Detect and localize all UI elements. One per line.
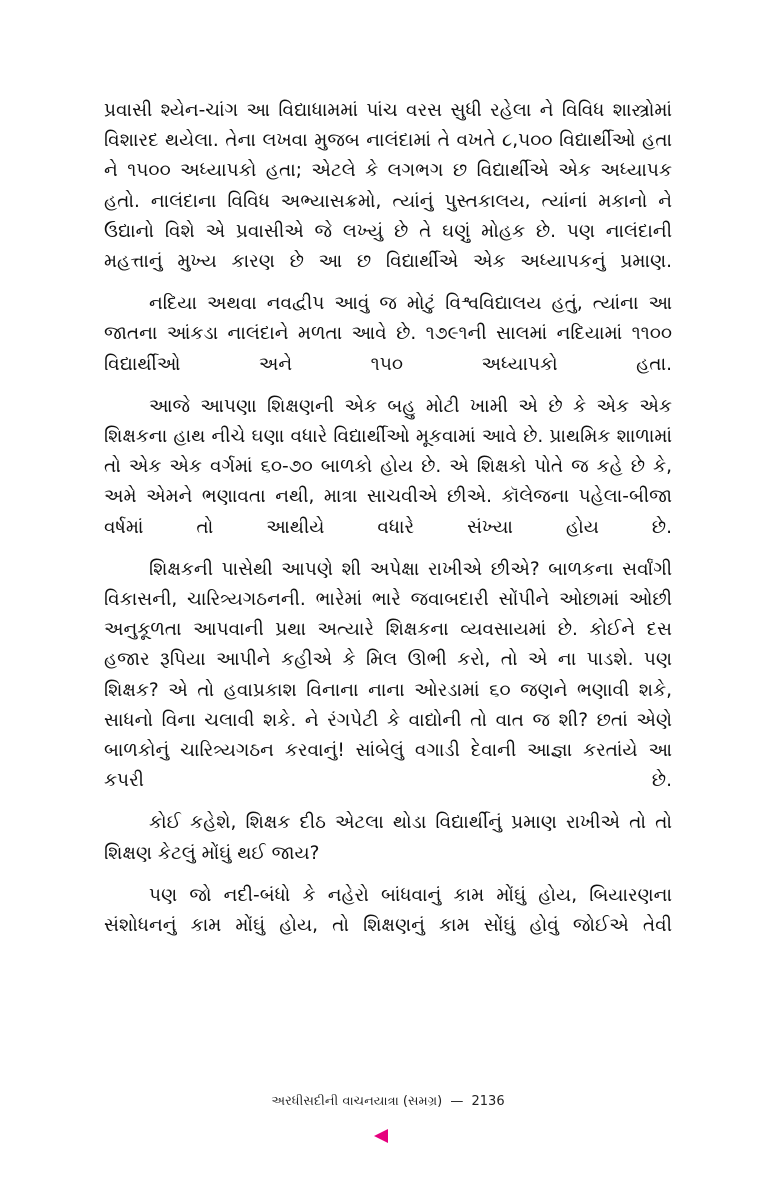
- paragraph-3: આજે આપણા શિક્ષણની એક બહુ મોટી ખામી એ છે કે એક એક શિક્ષકના હાથ નીચે ઘણા વધારે વિદ્યાર્થીઓ મૂકવામાં આવે છે. પ્રાથમિક શાળામાં તો એક એક વર્ગમાં ૬૦-૭૦ બાળકો હોય છે. એ શિક્ષકો પોતે જ કહે છે કે, અમે એમને ભણાવતા નથી, માત્રા સાચવીએ છીએ. કૉલેજના પહેલા-બીજા વર્ષમાં તો આથીયે વધારે સંખ્યા હોય છે.: [104, 395, 672, 538]
- previous-page-triangle-left-icon[interactable]: [374, 1129, 388, 1143]
- page-number: 2136: [471, 1094, 505, 1109]
- page-footer: [0, 1094, 776, 1109]
- paragraph-6: પણ જો નદી-બંધો કે નહેરો બાંધવાનું કામ મોંઘું હોય, બિયારણના સંશોધનનું કામ મોંઘું હોય, તો શિક્ષણનું કામ સોંઘું હોવું જોઈએ તેવી: [104, 884, 672, 937]
- page-body: [104, 96, 672, 953]
- book-title: અરધીસદીની વાચનયાત્રા (સમગ્ર): [271, 1094, 443, 1109]
- paragraph-2: નદિયા અથવા નવદ્વીપ આવું જ મોટું વિશ્વવિદ્યાલય હતું, ત્યાંના આ જાતના આંકડા નાલંદાને મળતા આવે છે. ૧૭૯૧ની સાલમાં નદિયામાં ૧૧૦૦ વિદ્યાર્થીઓ અને ૧૫૦ અધ્યાપકો હતા.: [104, 293, 672, 375]
- paragraph-4: શિક્ષકની પાસેથી આપણે શી અપેક્ષા રાખીએ છીએ? બાળકના સર્વાંગી વિકાસની, ચારિત્ર્યગઠનની. ભારેમાં ભારે જવાબદારી સોંપીને ઓછામાં ઓછી અનુકૂળતા આપવાની પ્રથા અત્યારે શિક્ષકના વ્યવસાયમાં છે. કોઈને દસ હજાર રૂપિયા આપીને કહીએ કે મિલ ઊભી કરો, તો એ ના પાડશે. પણ શિક્ષક? એ તો હવાપ્રકાશ વિનાના નાના ઓરડામાં ૬૦ જણને ભણાવી શકે, સાધનો વિના ચલાવી શકે. ને રંગપેટી કે વાદ્યોની તો વાત જ શી? છતાં એણે બાળકોનું ચારિત્ર્યગઠન કરવાનું! સાંબેલું વગાડી દેવાની આજ્ઞા કરતાંયે આ કપરી છે.: [104, 558, 672, 792]
- footer-separator: —: [450, 1094, 464, 1109]
- paragraph-5: કોઈ કહેશે, શિક્ષક દીઠ એટલા થોડા વિદ્યાર્થીનું પ્રમાણ રાખીએ તો તો શિક્ષણ કેટલું મોંઘું થઈ જાય?: [104, 812, 672, 864]
- paragraph-1: પ્રવાસી શ્યેન-ચાંગ આ વિદ્યાધામમાં પાંચ વરસ સુધી રહેલા ને વિવિધ શાસ્ત્રોમાં વિશારદ થયેલા. તેના લખવા મુજબ નાલંદામાં તે વખતે ૮,૫૦૦ વિદ્યાર્થીઓ હતા ને ૧૫૦૦ અધ્યાપકો હતા; એટલે કે લગભગ છ વિદ્યાર્થીએ એક અધ્યાપક હતો. નાલંદાના વિવિધ અભ્યાસક્રમો, ત્યાંનું પુસ્તકાલય, ત્યાંનાં મકાનો ને ઉદ્યાનો વિશે એ પ્રવાસીએ જે લખ્યું છે તે ઘણું મોહક છે. પણ નાલંદાની મહત્તાનું મુખ્ય કારણ છે આ છ વિદ્યાર્થીએ એક અધ્યાપકનું પ્રમાણ.: [104, 100, 672, 273]
